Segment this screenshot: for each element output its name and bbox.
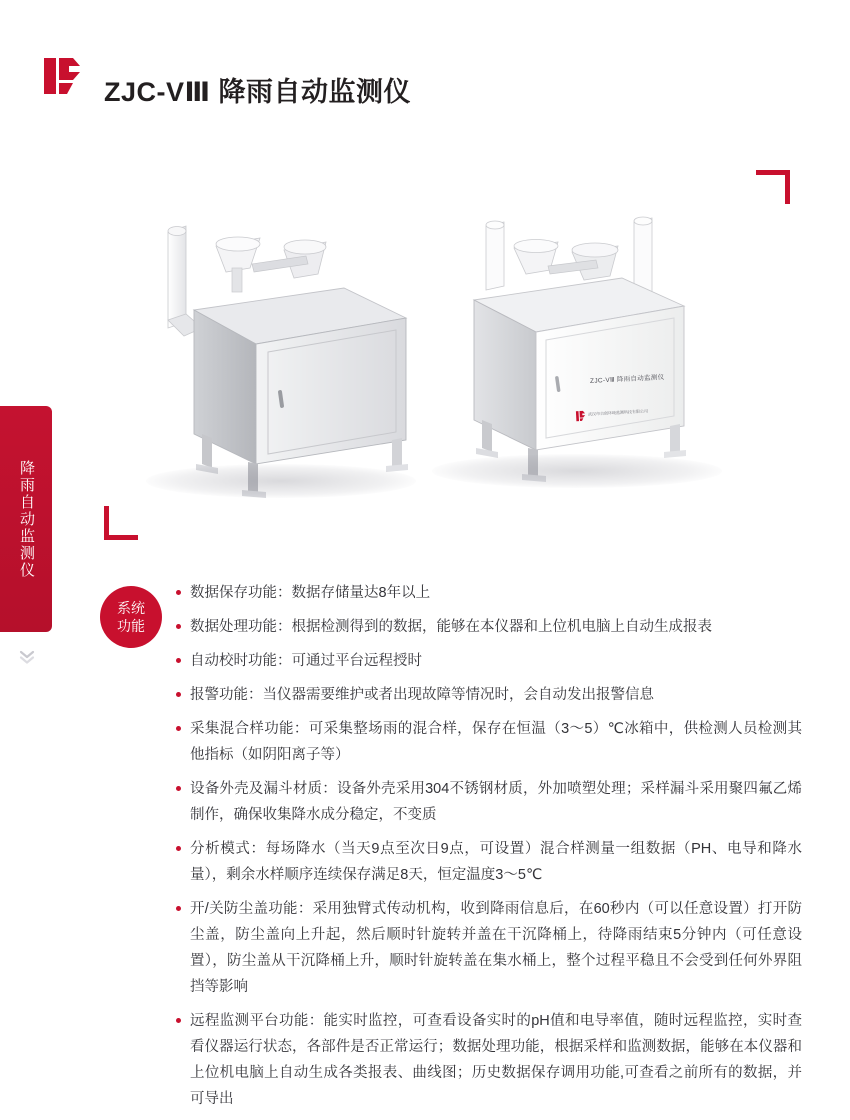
side-tab-label: 降雨自动监测仪	[18, 459, 35, 579]
corner-bracket-icon	[756, 170, 790, 204]
page-title: ZJC-VⅢ 降雨自动监测仪	[104, 77, 412, 107]
chevron-down-icon[interactable]	[18, 648, 36, 666]
device-brand-logo-icon	[576, 408, 586, 418]
device-shadow	[432, 454, 722, 488]
list-item: 远程监测平台功能：能实时监控，可查看设备实时的pH值和电导率值，随时远程监控，实时查看仪器运行状态，各部件是否正常运行；数据处理功能，根据采样和监测数据，能够在本仪器和上位机电脑上自动生成各类报表、曲线图；历史数据保存调用功能,可查看之前所有的数据，并可导出	[176, 1008, 802, 1112]
list-item: 数据保存功能：数据存储量达8年以上	[176, 580, 802, 606]
list-item: 报警功能：当仪器需要维护或者出现故障等情况时，会自动发出报警信息	[176, 682, 802, 708]
corner-bracket-icon	[104, 506, 138, 540]
list-item: 开/关防尘盖功能：采用独臂式传动机构，收到降雨信息后，在60秒内（可以任意设置）打开防尘盖，防尘盖向上升起，然后顺时针旋转并盖在干沉降桶上，待降雨结束5分钟内（可任意设置），防尘盖从干沉降桶上升，顺时针旋转盖在集水桶上，整个过程平稳且不会受到任何外界阻挡等影响	[176, 896, 802, 1000]
company-logo-icon	[40, 52, 84, 100]
feature-list	[176, 580, 802, 1120]
device-brand-label: 武汉市吉创环境监测科技有限公司	[587, 408, 649, 417]
side-tab-rainfall-monitor[interactable]	[0, 406, 52, 632]
list-item: 设备外壳及漏斗材质：设备外壳采用304不锈钢材质，外加喷塑处理；采样漏斗采用聚四氟乙烯制作，确保收集降水成分稳定，不变质	[176, 776, 802, 828]
device-model-label: ZJC-VⅢ 降雨自动监测仪	[589, 374, 665, 385]
device-open-illustration	[156, 202, 436, 502]
product-image-area	[96, 160, 796, 550]
badge-line-2: 功能	[117, 618, 145, 634]
badge-line-1: 系统	[117, 600, 145, 616]
list-item: 数据处理功能：根据检测得到的数据，能够在本仪器和上位机电脑上自动生成报表	[176, 614, 802, 640]
rainfall-monitor-device-closed	[446, 208, 746, 503]
list-item: 采集混合样功能：可采集整场雨的混合样，保存在恒温（3～5）℃冰箱中，供检测人员检测其他指标（如阴阳离子等）	[176, 716, 802, 768]
system-functions-badge	[100, 586, 162, 648]
list-item: 分析模式：每场降水（当天9点至次日9点，可设置）混合样测量一组数据（PH、电导和降水量），剩余水样顺序连续保存满足8天，恒定温度3～5℃	[176, 836, 802, 888]
rainfall-monitor-device-open	[156, 202, 436, 507]
list-item: 自动校时功能：可通过平台远程授时	[176, 648, 802, 674]
device-shadow	[146, 464, 416, 498]
